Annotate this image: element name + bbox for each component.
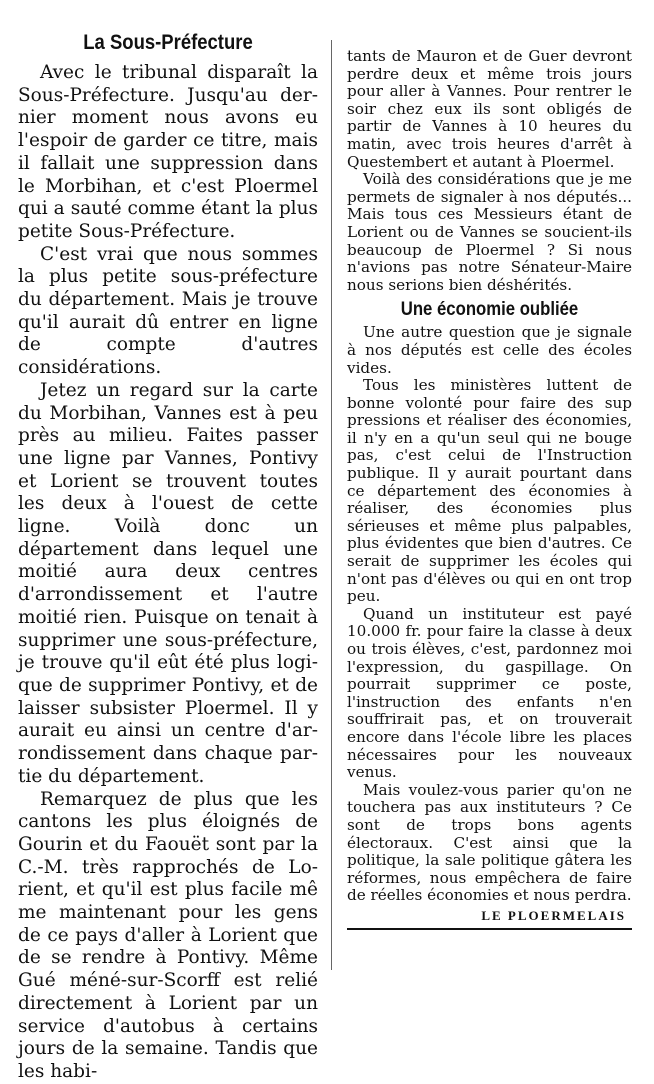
right-column bbox=[347, 48, 632, 930]
right-paragraph-continuation: tants de Mauron et de Guer devront perdre deux et même trois jours pour aller à Vannes. Pour rentrer le soir chez eux ils sont obligés de partir de Vannes à 10 heures du matin, avec trois heures d'arrêt à Questembert et autant à Ploermel. bbox=[347, 47, 632, 171]
right-paragraph-question: Une autre question que je signale à nos députés est celle des écoles vides. bbox=[347, 323, 632, 377]
article-title-sous-prefecture: La Sous-Préfecture bbox=[83, 31, 253, 54]
left-paragraph-3: Jetez un regard sur la carte du Morbihan, Vannes est à peu près au milieu. Faites passer une ligne par Vannes, Pontivy et Lorient se trouvent toutes les deux à l'ouest de cette ligne. Voilà donc un département dans lequel une moitié aura deux centres d'arrondissement et l'autre moitié rien. Puisque on tenait à supprimer une sous-préfecture, je trouve qu'il eût été plus logique de supprimer Pontivy, et de laisser subsister Ploermel. Il y aurait eu ainsi un centre d'arrondissement dans chaque partie du département. bbox=[18, 379, 318, 787]
left-paragraph-1: Avec le tribunal disparaît la Sous-Préfecture. Jusqu'au dernier moment nous avons eu l'espoir de garder ce titre, mais il fallait une suppression dans le Morbihan, et c'est Ploermel qui a sauté comme étant la plus petite Sous-Préfecture. bbox=[18, 62, 318, 242]
article-title-economie-oubliee: Une économie oubliée bbox=[400, 299, 579, 321]
left-paragraph-2: C'est vrai que nous sommes la plus petite sous-préfecture du département. Mais je trouve qu'il aurait dû entrer en ligne de compte d'autres considérations. bbox=[18, 243, 318, 379]
signature-rule bbox=[347, 928, 632, 930]
right-paragraph-considerations: Voilà des considérations que je me permets de signaler à nos députés... Mais tous ces Messieurs étant de Lorient ou de Vannes se soucient-ils beaucoup de Ploermel ? Si nous n'avions pas notre Sénateur-Maire nous serions bien déshérités. bbox=[347, 170, 632, 294]
right-paragraph-ministeres: Tous les ministères luttent de bonne volonté pour faire des sup pressions et réaliser des économies, il n'y en a qu'un seul qui ne bouge pas, c'est celui de l'Instruction publique. Il y aurait pourtant dans ce département des économies à réaliser, des économies plus sérieuses et même plus palpables, plus évidentes que bien d'autres. Ce serait de supprimer les écoles qui n'ont pas d'élèves ou qui en ont trop peu. bbox=[347, 376, 632, 606]
left-column bbox=[18, 30, 318, 1084]
right-paragraph-electoraux: Mais voulez-vous parier qu'on ne touchera pas aux instituteurs ? Ce sont de trops bons agents électoraux. C'est ainsi que la politique, la sale politique gâtera les réformes, nous empêchera de faire de réelles économies et nous perdra. bbox=[347, 780, 632, 905]
article-signature: LE PLOERMELAIS bbox=[481, 907, 626, 923]
left-paragraph-4: Remarquez de plus que les cantons les plus éloignés de Gourin et du Faouët sont par la C.-M. très rapprochés de Lorient, et qu'il est plus facile mê me maintenant pour les gens de ce pays d'aller à Lorient que de se rendre à Pontivy. Même Gué méné-sur-Scorff est relié directement à Lorient par un service d'autobus à certains jours de la semaine. Tandis que les habi- bbox=[18, 788, 318, 1082]
column-divider bbox=[331, 40, 332, 970]
right-paragraph-instituteur: Quand un instituteur est payé 10.000 fr. pour faire la classe à deux ou trois élèves, c'est, pardonnez moi l'expression, du gaspillage. On pourrait supprimer ce poste, l'instruction des enfants n'en souffrirait pas, et on trouverait encore dans l'école libre les places nécessaires pour les nouveaux venus. bbox=[347, 604, 632, 782]
